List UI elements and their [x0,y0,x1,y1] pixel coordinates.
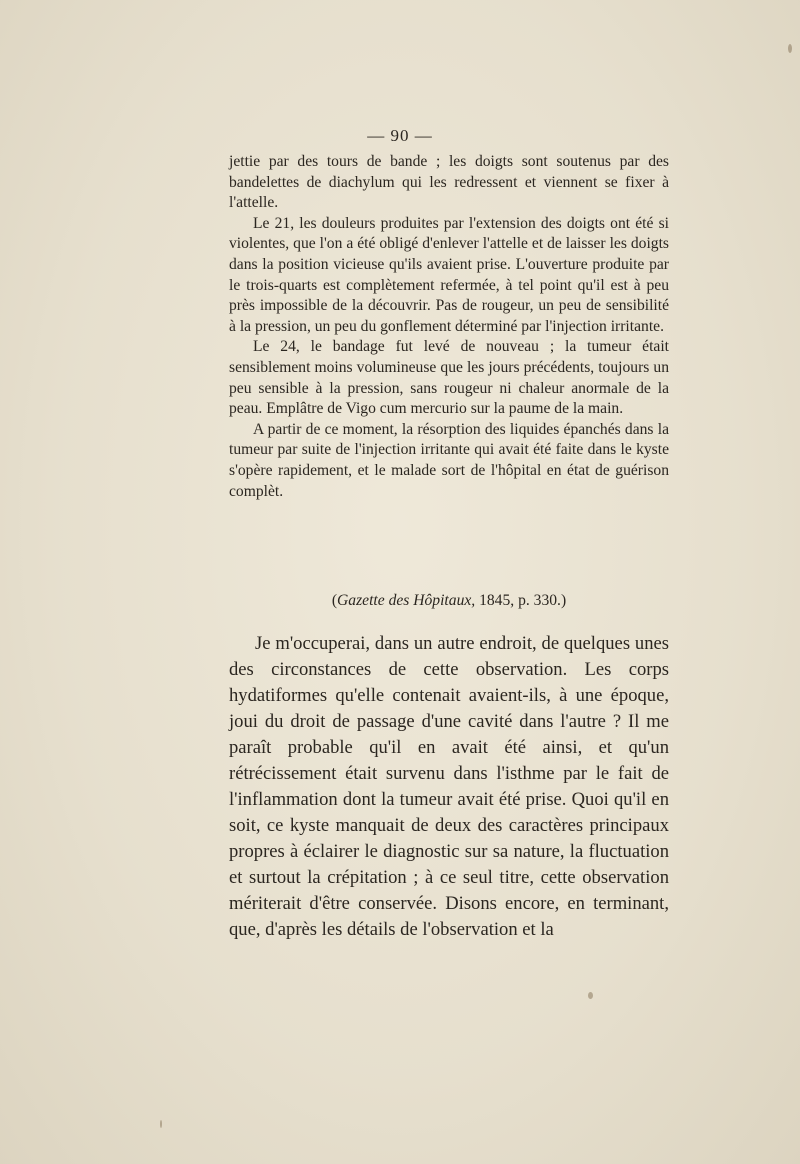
citation-rest: 1845, p. 330.) [475,592,567,609]
observation-text [229,152,669,502]
paper-speck [588,992,593,999]
paper-speck [788,44,792,53]
paragraph: Le 24, le bandage fut levé de nouveau ; la tumeur était sensiblement moins volumineuse que les jours précédents, toujours un peu sensible à la pression, sans rougeur ni chaleur anormale de la peau. Emplâtre de Vigo cum mercurio sur la paume de la main. [229,338,669,418]
citation-title: Gazette des Hôpitaux, [337,592,476,609]
source-citation [229,592,669,610]
paragraph: jettie par des tours de bande ; les doigts sont soutenus par des bandelettes de diachylum qui les redressent et viennent se fixer à l'attelle. [229,153,669,212]
page-number: — 90 — [367,126,433,145]
citation-open: ( [331,592,338,609]
paragraph: A partir de ce moment, la résorption des liquides épanchés dans la tumeur par suite de l'injection irritante qui avait été faite dans le kyste s'opère rapidement, et le malade sort de l'hôpital en état de guérison complèt. [229,420,669,500]
paragraph: Je m'occuperai, dans un autre endroit, de quelques unes des circonstances de cette observation. Les corps hydatiformes qu'elle contenait avaient-ils, à une époque, joui du droit de passage d'une cavité dans l'autre ? Il me paraît probable qu'il en avait été ainsi, et qu'un rétrécissement était survenu dans l'isthme par le fait de l'inflammation dont la tumeur avait été prise. Quoi qu'il en soit, ce kyste manquait de deux des caractères principaux propres à éclairer le diagnostic sur sa nature, la fluctuation et surtout la crépitation ; à ce seul titre, cette observation mériterait d'être conservée. Disons encore, en terminant, que, d'après les détails de l'observation et la [229,633,669,940]
paragraph: Le 21, les douleurs produites par l'extension des doigts ont été si violentes, que l'on a été obligé d'enlever l'attelle et de laisser les doigts dans la position vicieuse qu'ils avaient prise. L'ouverture produite par le trois-quarts est complètement refermée, à tel point qu'il est à peu près impossible de la découvrir. Pas de rougeur, un peu de sensibilité à la pression, un peu du gonflement déterminé par l'injection irritante. [229,214,669,335]
commentary-text [229,631,669,943]
paper-speck [160,1120,162,1128]
